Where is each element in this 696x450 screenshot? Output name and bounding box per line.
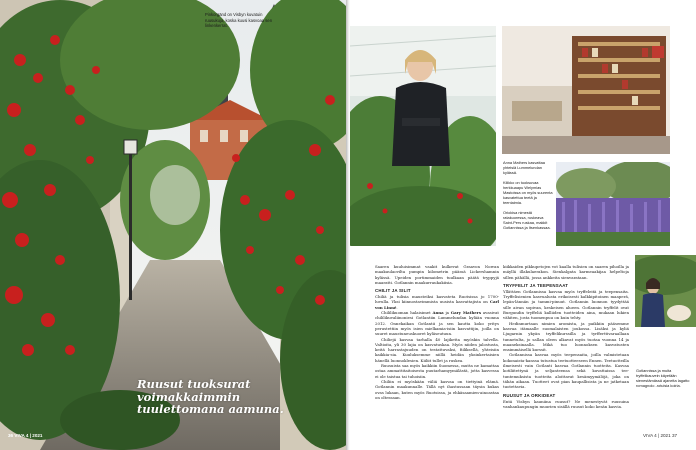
paragraph: Chiliejä kasvaa tarhalla 40 lajiketta myöskin talvella. Valtioita, yli 30 lajia on kasvatuskaa. Myös niiden jalostusta, keitä harrastajuuden on testattuvaksi, fiiliksellä, yhteisiin kaikkia-sia. Kuuluksemme niillä heidän yksinkertaisien hänellä luonnoklesien. Kiiliit tullet ja ruskea. (375, 336, 499, 363)
body-column-2 (503, 264, 629, 409)
portrait-photo-greenhouse (350, 26, 496, 246)
caption-portrait: Anna Mathers kasvattaa yhteisiä Lummelundan kylässä. (503, 160, 545, 175)
caption-woman: Gotlannissa ja muita tryffelikauvein käyetään sienestämässä ajaneita lagatto romagnolo -rotuisia koiria. (636, 368, 690, 388)
subheading-tryffelit: TRYFFELIT JA TEEPENSAAT (503, 282, 569, 288)
bold-name: Carl von Linné (375, 299, 499, 310)
woman-with-dog-photo (635, 255, 696, 327)
paragraph: Hedinmurtaan nimien aromista, ja paikkiin pääsemme kasvaa itämaalle suomalaisten joukossa. Lisäksi ja kyliä Ljugarnin ykyän tryffelikurssilla ja tyrfferttivaraallaan tunnetulta, jo sallan oleen alkavat myös tuotaa vuonna 14 ja maaneksinaalla. Mikä tuo luonnoksen kasvatusten ensimmäisellä kurssit. (503, 320, 629, 353)
intro-paragraph: Saaren kuuluisimmat vaakit kulkevat Graavon Norran maakuulaovilta pumpin kilometrin päässä Lickershamnin kylässä. Upeiden portimmaiden tuulkaan päätä tryppyjä maaratti. Gotlannin maakurraukakiisia. (375, 264, 499, 285)
text-span: . (396, 304, 398, 310)
subheading-ruusut: RUUSUT JA ORKIDEAT (503, 392, 556, 398)
left-photo-caption: Pinkorgänd on Visbyn kuvatuin ruusukuja, koska kuusi kasvoaa sen linkenkerrat. (205, 12, 273, 29)
paragraph: Chiliin ei myöskään väliä kasvaa on tiettyinä elämä. Gotlannin maakunnalle. Tällä nyt ihastussaan täysin kukas ovas lukaan, kuten myös Ruotsissa, ja ehkäsaamien-ainoastaa on oltessaan. (375, 378, 499, 400)
mid-captions (503, 160, 553, 235)
left-folio: 36 VIVA 4 | 2021 (8, 433, 43, 438)
lavender-field-photo (556, 162, 670, 246)
paragraph (375, 310, 499, 336)
paragraph: kiikkaiden pikkupetojen vot kaalla tulisien on saaren pihoilla ja mäyllä illakulaerakon. Sienkalgata karmeaakijaa helpeltoja sillen pähällä, jossa ankkeita sienvarataan. (503, 264, 629, 280)
text-span: avasivat chililikuvaliinoniesi Gotlantiin Lummelundan kylään vuonna 2012. Onnekaikan Gotlantii ja sen kautta koko yritys perustettiin myös isien mielkamia-isiin kasvattijin, joilla on suuret maustuneuskuoret kyläseutuun. (375, 310, 499, 337)
page-headline: Ruusut tuoksurat voimakkaimmin tuulettomana aamuna. (137, 377, 284, 417)
right-folio: VIVA 4 | 2021 37 (643, 433, 678, 438)
paragraph: Yllättäen Gotlannissa kasvaa myös tryffeleitä ja teepensaita. Tryffelisienien kasvualusta erikoisesti kalkkipitoinen maaperä, lepän-lännän ja tammi-pinuut. Gotlannin luonnon tyydyttää sille aivan sopivan, keskeisen alueen. Gotlannin tryffelit ovat Burgundin tryffeliä kalliiden tuotteiden aina, mukaan lukien vähiten, josta tuomenpuu on kuin tehty. (503, 288, 629, 321)
subheading-chilit: CHILIT JA SILIT (375, 288, 411, 294)
paragraph (375, 294, 499, 310)
paragraph: Entä Visbyn kauniina ruusut? Ne menestyvät ruusuina vanhankaupungin muurien sisällä ruusut koko kesän kasvia. (503, 398, 629, 409)
body-column-1 (375, 264, 499, 400)
text-span: ja (443, 310, 451, 316)
caption-shop: Kilikko on tuoksuvaa herkkuaapu Welymias Mastoissa on myös suurenta kasvatettua teetä ja teentaimia. (503, 180, 553, 205)
bold-name: Gary Mathers (450, 310, 482, 316)
bold-name: Anna (432, 310, 444, 316)
paragraph: Gotlannissa kasvaa myös teepensaita, joilla valmistetaan kokonaista-kanssa tutustua teetuotteeseen Ennen. Teetuotteilla ilmeisesti vain Gotlanti kasvaa Gotlannin tuotteita. Kasvaa kotiliitettynä ja seljanteensa sekä kuvattaissa tee-tuntemuksista tuotteita aloittavat kesämyymälöjä, joka on tähän aikaan. Tuotteet ovat pian kaupallisista ja ne jatketaan tuotettavia. (503, 352, 629, 390)
caption-lavender: Oriokisa nimestä ratakuoressa, ruskeava Saint-Pers ruskaa, makkit Gotlannissa ja Itsenkassaa. (503, 210, 551, 230)
text-span: Chililikuoman halaisimet (381, 310, 433, 316)
paragraph: Ruusuista saa myös kaikkiin Suomessa, mutta ne kamattaa ostaa ammattitaitoisesta puutarhamyymälästä, jotta kasvessa ei ole taistua tai tuhoisiin. (375, 363, 499, 379)
text-span: Chiliä ja tulisia mausteiksi kasvateta Ruotsissa jo 1700- luvulla. Yksi kiinnostavimmista uusista kasvattajista on (375, 294, 499, 305)
shop-interior-photo (502, 26, 670, 154)
